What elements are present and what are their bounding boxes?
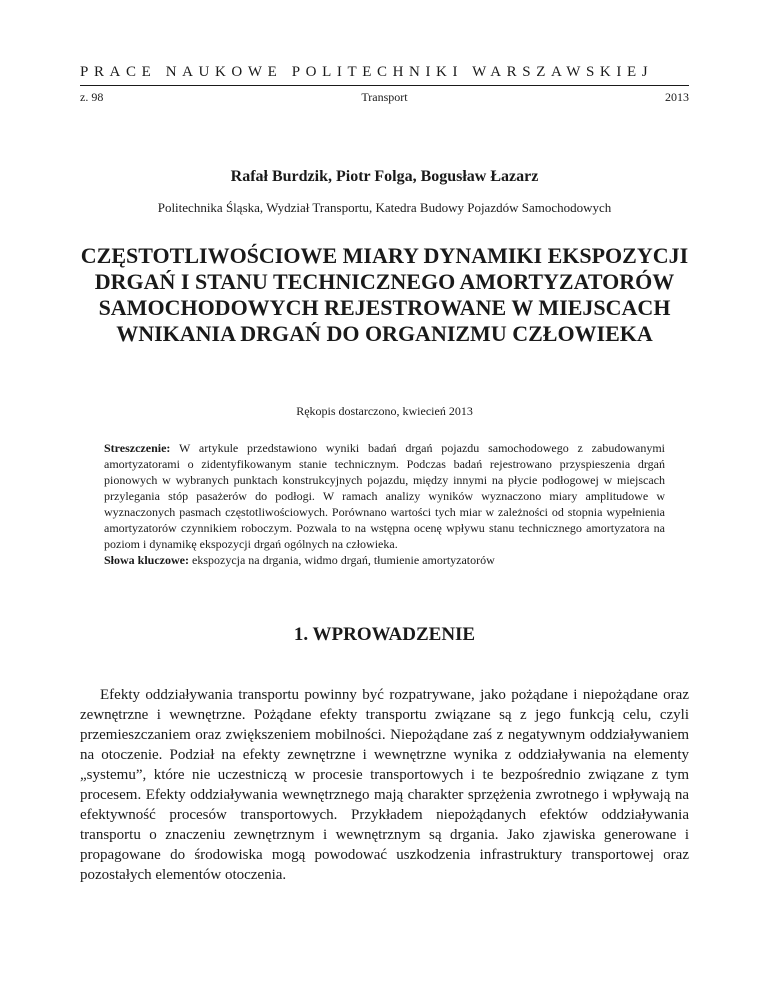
- publication-year: 2013: [665, 90, 689, 104]
- abstract-label: Streszczenie:: [104, 441, 171, 455]
- body-paragraph: Efekty oddziaływania transportu powinny być rozpatrywane, jako pożądane i niepożądane oraz zewnętrzne i wewnętrzne. Pożądane efekty transportu związane są z jego funkcją celu, czyli przemieszczaniem oraz zwiększeniem mobilności. Niepożądane zaś z negatywnym oddziaływaniem na otoczenie. Podział na efekty zewnętrzne i wewnętrzne wynika z oddziaływania na elementy „systemu”, które nie uczestniczą w procesie transportowych i te bezpośrednio związane z tym procesem. Efekty oddziaływania wewnętrznego mają charakter sprzężenia zwrotnego i wpływają na efektywność procesów transportowych. Przykładem niepożądanych efektów oddziaływania transportu o znaczeniu zewnętrznym i wewnętrznym są drgania. Jako zjawiska generowane i propagowane do środowiska mogą powodować uszkodzenia infrastruktury transportowej oraz pozostałych elementów otoczenia.: [80, 687, 689, 883]
- affiliation: Politechnika Śląska, Wydział Transportu, Katedra Budowy Pojazdów Samochodowych: [157, 200, 612, 215]
- section-heading: 1. WPROWADZENIE: [293, 624, 476, 645]
- keywords-label: Słowa kluczowe:: [104, 553, 189, 567]
- volume-number: z. 98: [80, 90, 104, 104]
- received-date: Rękopis dostarczono, kwiecień 2013: [296, 404, 473, 418]
- keywords-text: ekspozycja na drgania, widmo drgań, tłumienie amortyzatorów: [192, 553, 495, 567]
- keywords-paragraph: [104, 552, 665, 568]
- paper-title: CZĘSTOTLIWOŚCIOWE MIARY DYNAMIKI EKSPOZYCJI DRGAŃ I STANU TECHNICZNEGO AMORTYZATORÓW SAMOCHODOWYCH REJESTROWANE W MIEJSCACH WNIKANIA DRGAŃ DO ORGANIZMU CZŁOWIEKA: [80, 243, 689, 346]
- journal-series-title: PRACE NAUKOWE POLITECHNIKI WARSZAWSKIEJ: [80, 64, 654, 80]
- journal-section: Transport: [361, 90, 408, 104]
- header-rule: [80, 85, 689, 86]
- authors: Rafał Burdzik, Piotr Folga, Bogusław Łazarz: [230, 168, 539, 185]
- abstract-block: [104, 440, 665, 568]
- abstract-paragraph: [104, 440, 665, 552]
- body-text: [80, 685, 689, 885]
- abstract-text: W artykule przedstawiono wyniki badań drgań pojazdu samochodowego z zabudowanymi amortyzatorami o zidentyfikowanym stanie technicznym. Podczas badań rejestrowano przyspieszenia drgań pionowych w wybranych punktach konstrukcyjnych pojazdu, między innymi na płycie podłogowej w miejscach przylegania stóp pasażerów do podłogi. W ramach analizy wyników wyznaczono miary amplitudowe w wyznaczonych pasmach częstotliwościowych. Porównano wartości tych miar w zależności od stopnia wypełnienia amortyzatorów czynnikiem roboczym. Pozwala to na wstępna ocenę wpływu stanu technicznego amortyzatora na poziom i dynamikę ekspozycji drgań ogólnych na człowieka.: [104, 441, 665, 551]
